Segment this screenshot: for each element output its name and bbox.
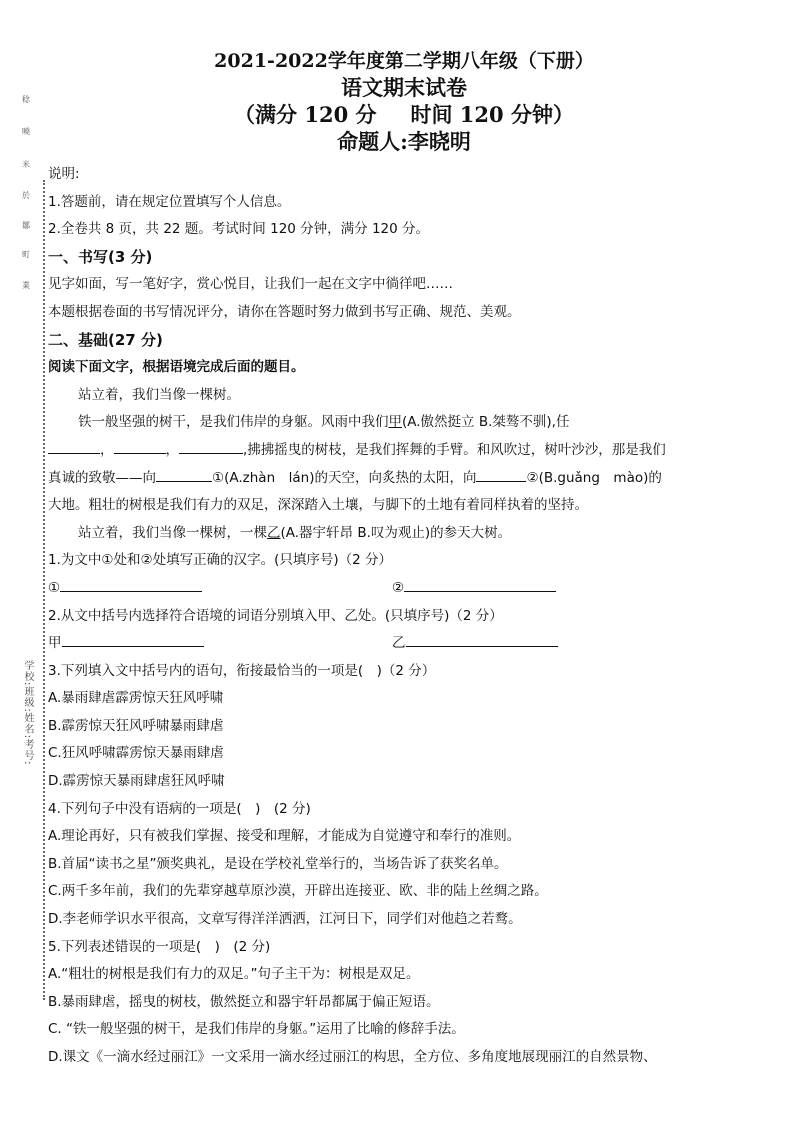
- exam-body: [48, 161, 760, 1072]
- margin-glyph: 町: [19, 251, 33, 259]
- blank-yi-mark: 乙: [267, 524, 281, 541]
- exam-title-line2: 语文期末试卷: [341, 75, 467, 100]
- exam-author: 命题人:李晓明: [337, 129, 471, 154]
- full-score: （满分 120 分: [234, 102, 377, 127]
- question-3-option: D.霹雳惊天暴雨肆虐狂风呼啸: [48, 773, 225, 790]
- question-4-option: A.理论再好，只有被我们掌握、接受和理解，才能成为自觉遵守和奉行的准则。: [48, 828, 521, 845]
- intro-item: 1.答题前，请在规定位置填写个人信息。: [48, 193, 291, 210]
- blank-line[interactable]: [179, 439, 243, 454]
- blank-line[interactable]: [114, 439, 166, 454]
- margin-glyph: 稔: [19, 96, 33, 104]
- writing-text: 本题根据卷面的书写情况评分，请你在答题时努力做到书写正确、规范、美观。: [48, 303, 521, 320]
- binding-dotted-line: [43, 180, 45, 1000]
- question-5-option: C. “铁一般坚强的树干，是我们伟岸的身躯。”运用了比喻的修辞手法。: [48, 1021, 465, 1038]
- question-4-option: D.李老师学识水平很高，文章写得洋洋洒洒，江河日下，同学们对他趋之若鹜。: [48, 911, 522, 928]
- passage-line: 站立着，我们当像一棵树。: [78, 386, 240, 403]
- question-3-option: B.霹雳惊天狂风呼啸暴雨肆虐: [48, 717, 224, 734]
- question-5-option: A.“粗壮的树根是我们有力的双足。”句子主干为：树根是双足。: [48, 966, 420, 983]
- question-3-option: C.狂风呼啸霹雳惊天暴雨肆虐: [48, 745, 224, 762]
- margin-glyph: 於: [19, 192, 33, 200]
- question-5: 5.下列表述错误的一项是( ) (2 分): [48, 938, 271, 955]
- section-heading-basics: 二、基础(27 分): [48, 330, 163, 349]
- blank-line[interactable]: [48, 439, 100, 454]
- question-3: 3.下列填入文中括号内的语句，衔接最恰当的一项是( )（2 分）: [48, 662, 436, 679]
- writing-text: 见字如面，写一笔好字，赏心悦目，让我们一起在文字中徜徉吧……: [48, 276, 453, 293]
- passage-line: 大地。粗壮的树根是我们有力的双足，深深踏入土壤，与脚下的土地有着同样执着的坚持。: [48, 497, 588, 514]
- reading-instruction: 阅读下面文字，根据语境完成后面的题目。: [48, 359, 305, 376]
- question-1-answer-row: ① ②: [48, 575, 760, 603]
- blank-jia-mark: 甲: [388, 414, 402, 431]
- question-2: 2.从文中括号内选择符合语境的词语分别填入甲、乙处。(只填序号)（2 分）: [48, 607, 503, 624]
- margin-glyph: 業: [19, 282, 33, 290]
- intro-label: 说明:: [48, 166, 80, 182]
- section-heading-writing: 一、书写(3 分): [48, 247, 153, 266]
- intro-item: 2.全卷共 8 页，共 22 题。考试时间 120 分钟，满分 120 分。: [48, 221, 430, 238]
- binding-margin: [18, 90, 34, 910]
- passage-line: 真诚的致敬——向 ①(A.zhàn lán)的天空，向炙热的太阳，向 ②(B.guǎng mào)的: [48, 465, 760, 493]
- question-4: 4.下列句子中没有语病的一项是( ) (2 分): [48, 800, 311, 817]
- passage-line: ， ， ,拂拂摇曳的树枝，是我们挥舞的手臂。和风吹过，树叶沙沙，那是我们: [48, 437, 760, 465]
- exam-page: [48, 48, 760, 1072]
- margin-glyph: 鄒: [19, 222, 33, 230]
- exam-header: [48, 48, 760, 155]
- answer-blank-2[interactable]: [404, 577, 556, 592]
- question-4-option: B.首届“读书之星”颁奖典礼，是设在学校礼堂举行的，当场告诉了获奖名单。: [48, 855, 508, 872]
- question-4-option: C.两千多年前，我们的先辈穿越草原沙漠，开辟出连接亚、欧、非的陆上丝绸之路。: [48, 883, 548, 900]
- exam-title-line1: 2021-2022学年度第二学期八年级（下册）: [214, 50, 594, 72]
- passage-line: 铁一般坚强的树干，是我们伟岸的身躯。风雨中我们甲(A.傲然挺立 B.桀骜不驯),任: [78, 414, 570, 431]
- question-3-option: A.暴雨肆虐霹雳惊天狂风呼啸: [48, 690, 224, 707]
- question-5-option: D.课文《一滴水经过丽江》一文采用一滴水经过丽江的构思，全方位、多角度地展现丽江的自然景物、: [48, 1049, 657, 1065]
- exam-time: 时间 120 分钟）: [410, 102, 574, 127]
- exam-score-time: [48, 101, 760, 128]
- margin-glyph: 曉: [19, 128, 33, 136]
- answer-blank-yi[interactable]: [406, 632, 558, 647]
- question-1: 1.为文中①处和②处填写正确的汉字。(只填序号)（2 分）: [48, 552, 392, 569]
- margin-student-info: 学校:班级:姓名:考号:: [17, 660, 33, 765]
- blank-line[interactable]: [476, 467, 526, 482]
- answer-blank-1[interactable]: [60, 577, 202, 592]
- blank-line[interactable]: [156, 467, 212, 482]
- answer-blank-jia[interactable]: [62, 632, 204, 647]
- question-2-answer-row: 甲 乙: [48, 630, 760, 658]
- margin-glyph: 米: [19, 161, 33, 169]
- question-5-option: B.暴雨肆虐，摇曳的树枝，傲然挺立和器宇轩昂都属于偏正短语。: [48, 993, 440, 1010]
- passage-line: 站立着，我们当像一棵树，一棵乙(A.器宇轩昂 B.叹为观止)的参天大树。: [78, 524, 512, 541]
